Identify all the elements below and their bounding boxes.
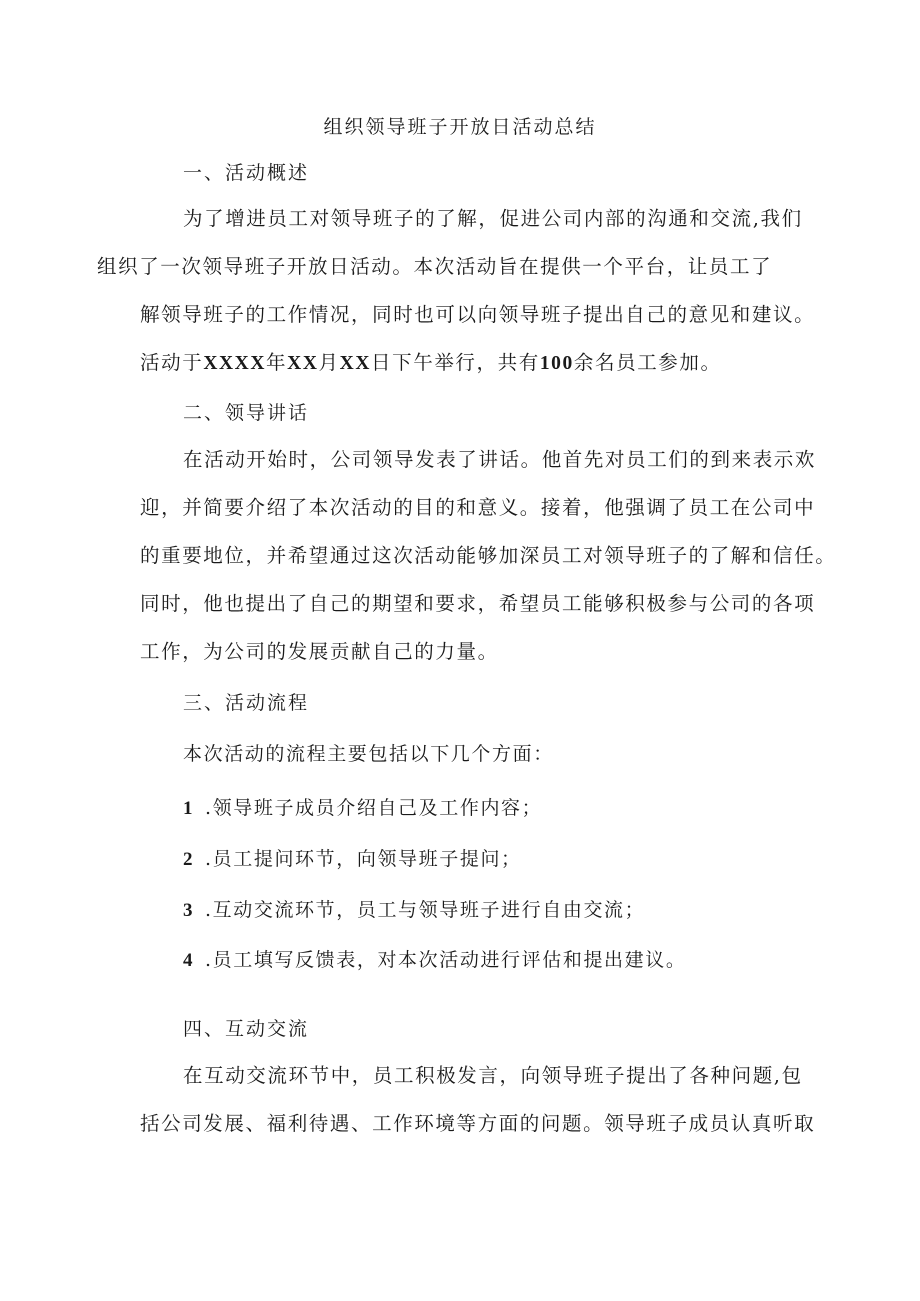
year-placeholder: XXXX [203, 353, 267, 374]
paragraph-line: 为了增进员工对领导班子的了解，促进公司内部的沟通和交流,我们 [183, 207, 803, 230]
paragraph-line: 同时，他也提出了自己的期望和要求，希望员工能够积极参与公司的各项 [140, 592, 816, 615]
process-item-1 [183, 795, 542, 822]
item-number: 4 [183, 950, 195, 971]
paragraph-line-date [97, 339, 800, 388]
text-span: 活动于 [140, 351, 204, 374]
participant-count: 100 [539, 353, 574, 374]
item-text: .员工填写反馈表，对本次活动进行评估和提出建议。 [205, 949, 687, 971]
paragraph-overview [97, 195, 816, 388]
document-title: 组织领导班子开放日活动总结 [323, 116, 597, 138]
process-item-4 [183, 947, 686, 974]
paragraph-line: 括公司发展、福利待遇、工作环境等方面的问题。领导班子成员认真听取 [140, 1112, 816, 1135]
process-item-3 [183, 897, 645, 924]
item-text: .员工提问环节，向领导班子提问； [205, 848, 522, 870]
month-placeholder: XX [287, 353, 319, 374]
text-span: 余名员工参加。 [573, 351, 722, 374]
paragraph-line: 组织了一次领导班子开放日活动。本次活动旨在提供一个平台，让员工了 [97, 255, 773, 278]
section-heading-process: 三、活动流程 [183, 692, 310, 714]
item-text: .领导班子成员介绍自己及工作内容； [205, 797, 543, 819]
paragraph-line: 解领导班子的工作情况，同时也可以向领导班子提出自己的意见和建议。 [140, 303, 816, 326]
paragraph-line: 在互动交流环节中，员工积极发言，向领导班子提出了各种问题,包 [183, 1064, 803, 1087]
section-heading-interaction: 四、互动交流 [183, 1018, 310, 1040]
paragraph-line: 的重要地位，并希望通过这次活动能够加深员工对领导班子的了解和信任。 [140, 544, 837, 567]
section-heading-overview: 一、活动概述 [183, 162, 310, 184]
item-number: 2 [183, 849, 195, 870]
day-placeholder: XX [339, 353, 372, 374]
text-span: 日下午举行，共有 [371, 351, 540, 374]
section-heading-speech: 二、领导讲话 [183, 402, 310, 424]
paragraph-interaction [140, 1052, 816, 1148]
process-intro: 本次活动的流程主要包括以下几个方面： [183, 743, 554, 765]
paragraph-line: 在活动开始时，公司领导发表了讲话。他首先对员工们的到来表示欢 [183, 448, 817, 471]
text-span: 月 [318, 351, 340, 374]
process-item-2 [183, 846, 522, 873]
item-text: .互动交流环节，员工与领导班子进行自由交流； [205, 899, 646, 921]
text-span: 年 [266, 351, 288, 374]
item-number: 3 [183, 900, 195, 921]
item-number: 1 [183, 798, 195, 819]
paragraph-line: 迎，并简要介绍了本次活动的目的和意义。接着，他强调了员工在公司中 [140, 496, 816, 519]
paragraph-line: 工作，为公司的发展贡献自己的力量。 [140, 640, 499, 663]
paragraph-speech [140, 436, 837, 676]
